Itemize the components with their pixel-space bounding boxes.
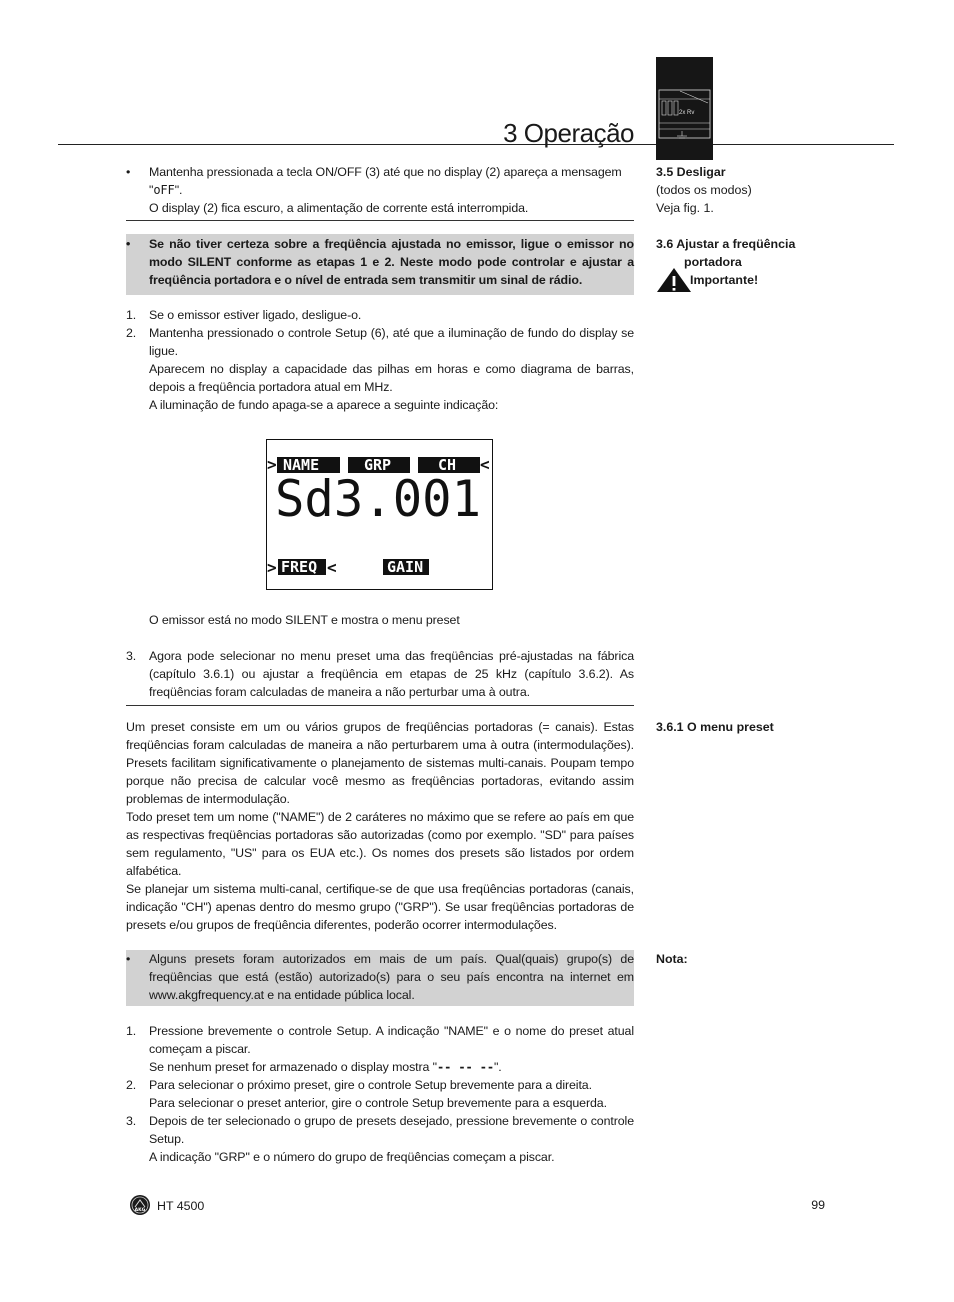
lcd-name-label: NAME xyxy=(283,456,320,474)
lcd-freq-arrow-right: < xyxy=(327,558,337,577)
step-1: 1. Se o emissor estiver ligado, desligue-o. xyxy=(126,308,362,322)
lcd-freq-label: FREQ xyxy=(281,558,318,576)
important-note: Importante! xyxy=(656,271,836,291)
footer-model: HT 4500 xyxy=(157,1199,205,1213)
step-3: 3. Agora pode selecionar no menu preset uma das freqüências pré-ajustadas na fábrica (capítulo 3.6.1) ou ajustar a freqüência em etapas de 25 kHz (capítulo 3.6.2). As freqüências foram calculadas de maneira a não perturbar uma à outra. xyxy=(126,649,634,699)
page-number: 99 xyxy=(811,1198,825,1212)
lcd-arrow-left: > xyxy=(267,455,277,474)
lcd-caption: O emissor está no modo SILENT e mostra o menu preset xyxy=(149,613,460,627)
section-3-6-heading: 3.6 Ajustar a freqüência portadora Importante! xyxy=(656,235,836,291)
step-3: 3. Depois de ter selecionado o grupo de presets desejado, pressione brevemente o controle Setup. A indicação "GRP" e o número do grupo de freqüências começam a piscar. xyxy=(126,1114,634,1164)
lcd-display xyxy=(266,439,493,590)
steps-list-2 xyxy=(126,1022,634,1166)
lcd-gain-label: GAIN xyxy=(387,558,424,576)
divider xyxy=(126,220,634,221)
warning-icon xyxy=(656,267,692,293)
circuit-icon xyxy=(656,57,713,160)
step-2: 2. Mantenha pressionado o controle Setup (6), até que a iluminação de fundo do display se ligue. Aparecem no display a capacidade das pilhas em horas e como diagrama de barras, depois a freqüência portadora atual em MHz. A iluminação de fundo apaga-se a aparece a seguinte indicação: xyxy=(126,326,634,412)
lcd-grp-label: GRP xyxy=(364,456,392,474)
akg-logo-icon xyxy=(130,1195,150,1215)
divider xyxy=(126,705,634,706)
important-box: • Se não tiver certeza sobre a freqüência ajustada no emissor, ligue o emissor no modo SILENT conforme as etapas 1 e 2. Neste modo pode controlar e ajustar a freqüência portadora e o nível de entrada sem transmitir um sinal de rádio. xyxy=(126,234,634,295)
note-heading: Nota: xyxy=(656,952,688,966)
icon-label: 2x Rv xyxy=(679,110,695,116)
lcd-freq-arrow-left: > xyxy=(267,558,277,577)
lcd-main-readout: Sd3.001 xyxy=(275,470,481,528)
steps-list-1 xyxy=(126,306,634,414)
off-instruction: • Mantenha pressionada a tecla ON/OFF (3) até que no display (2) apareça a mensagem "oFF". O display (2) fica escuro, a alimentação de corrente está interrompida. xyxy=(126,165,622,215)
section-3-6-1-heading: 3.6.1 O menu preset xyxy=(656,720,774,734)
header-rule xyxy=(58,144,894,145)
lcd-arrow-right: < xyxy=(480,455,490,474)
preset-explanation: Um preset consiste em um ou vários grupos de freqüências portadoras (= canais). Estas freqüências foram calculadas de maneira a não perturbarem uma à outra (intermodulações). Presets facilitam significativamente o planejamento de sistemas multi-canais. Poupam tempo porque não precisa de calcular você mesmo as freqüências portadoras, evitando assim problemas de intermodulação. Todo preset tem um nome ("NAME") de 2 caráteres no máximo que se refere ao país em que as respectivas freqüências portadoras são autorizadas (como por exemplo. "SD" para países sem regulamento, "US" para os EUA etc.). Os nomes dos presets são listados por ordem alfabética. Se planejar um sistema multi-canal, certifique-se de que usa freqüências portadoras (canais, indicação "CH") apenas dentro do mesmo grupo ("GRP"). Se usar freqüências portadoras de presets e/ou grupos de freqüência diferentes, poderão ocorrer intermodulações. xyxy=(126,720,634,932)
step-1: 1. Pressione brevemente o controle Setup. A indicação "NAME" e o nome do preset atual começam a piscar. Se nenhum preset for armazenado o display mostra "-- -- --". xyxy=(126,1024,634,1074)
note-box: • Alguns presets foram autorizados em mais de um país. Qual(quais) grupo(s) de freqüências que está (estão) autorizado(s) para o seu país encontra na internet em www.akgfrequency.at e na entidade pública local. xyxy=(126,950,634,1006)
section-3-5-heading: 3.5 Desligar (todos os modos) Veja fig. 1. xyxy=(656,165,752,215)
page-title: 3 Operação xyxy=(503,118,634,148)
akg-logo-text: AKG xyxy=(134,1208,146,1213)
lcd-ch-label: CH xyxy=(438,456,457,474)
step-2: 2. Para selecionar o próximo preset, gire o controle Setup brevemente para a direita. Para selecionar o preset anterior, gire o controle Setup brevemente para a esquerda. xyxy=(126,1078,607,1110)
